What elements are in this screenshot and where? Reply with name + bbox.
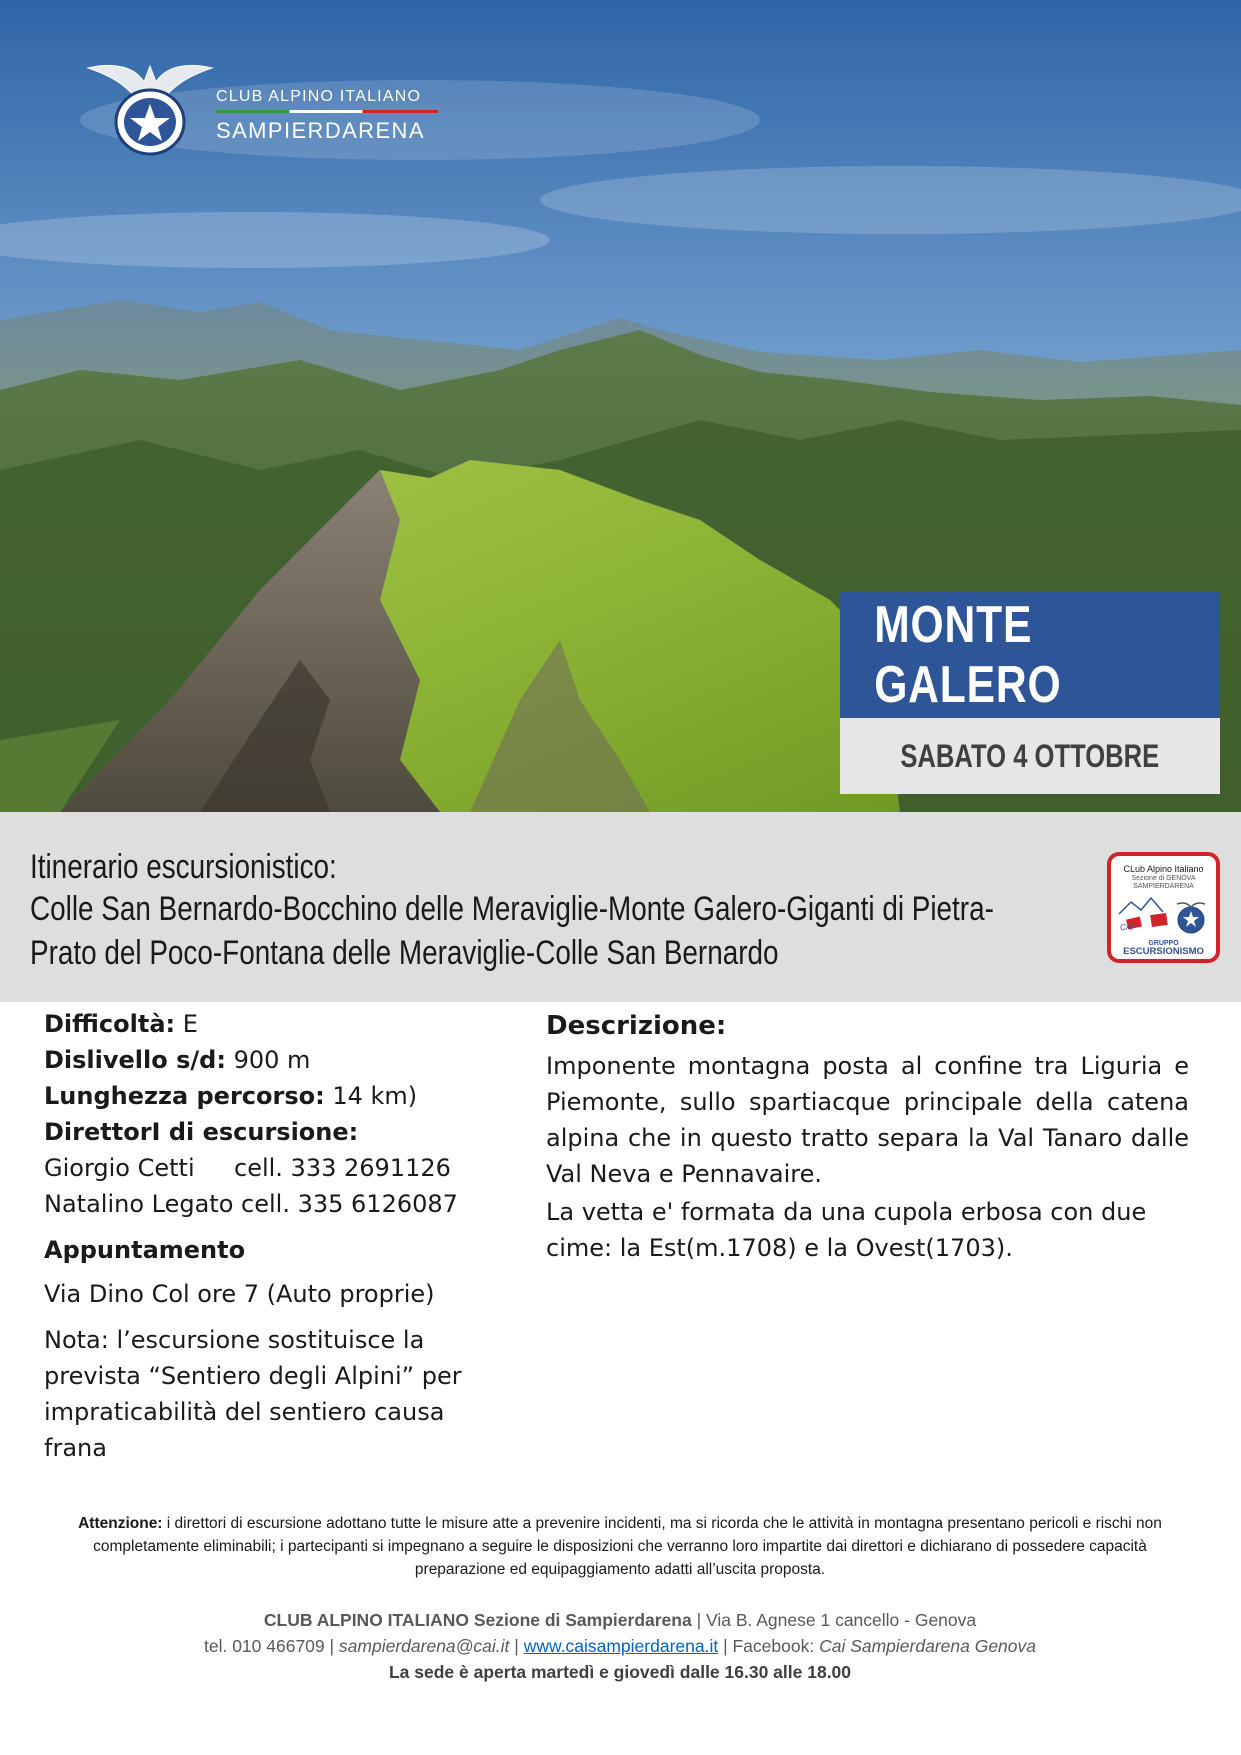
note-text: Nota: l’escursione sostituisce la prevista “Sentiero degli Alpini” per impraticabilità del sentiero causa frana — [44, 1326, 462, 1462]
footer-hours: La sede è aperta martedì e giovedì dalle 16.30 alle 18.00 — [388, 1662, 852, 1682]
footer-website-link[interactable]: www.caisampierdarena.it — [523, 1636, 719, 1656]
badge-sub-text — [1111, 875, 1216, 891]
footer-line-1 — [60, 1607, 1180, 1633]
director-name: Giorgio Cetti — [44, 1154, 195, 1182]
org-name: CLUB ALPINO ITALIANO — [216, 88, 422, 105]
length-label: Lunghezza percorso: — [44, 1082, 325, 1110]
difficulty-row — [44, 1006, 504, 1042]
attention-label: Attenzione: — [78, 1515, 163, 1532]
difficulty-label: Difficoltà: — [44, 1010, 176, 1038]
difficulty-value: E — [175, 1010, 198, 1038]
description-paragraph-1: Imponente montagna posta al confine tra Liguria e Piemonte, sullo spartiacque principale della catena alpina che in questo tratto separa la Val Tanaro dalle Val Neva e Pennavaire. — [546, 1052, 1189, 1188]
badge-bottom-1: GRUPPO — [1148, 940, 1179, 947]
meeting-value: Via Dino Col ore 7 (Auto proprie) — [44, 1280, 435, 1308]
badge-cai-text: CAI — [1120, 923, 1134, 932]
badge-sub-1: Sezione di GENOVA — [1131, 875, 1196, 882]
event-title: MONTE GALERO — [874, 596, 1062, 714]
route-line-2: Prato del Poco-Fontana delle Meraviglie-Colle San Bernardo — [30, 934, 779, 972]
director-phone: cell. 333 2691126 — [234, 1154, 451, 1182]
footer — [60, 1607, 1180, 1685]
footer-address: | Via B. Agnese 1 cancello - Genova — [691, 1610, 977, 1630]
director-name: Natalino Legato — [44, 1190, 234, 1218]
badge-sub-2: SAMPIERDARENA — [1133, 883, 1194, 890]
itinerary-label: Itinerario escursionistico: — [30, 848, 337, 886]
footer-email[interactable]: sampierdarena@cai.it — [338, 1636, 510, 1656]
cai-eagle-emblem-icon — [82, 52, 218, 162]
badge-top-text: CLub Alpino Italiano — [1123, 864, 1204, 874]
elevation-value: 900 m — [225, 1046, 311, 1074]
footer-line-2 — [60, 1633, 1180, 1659]
badge-bottom-2: ESCURSIONISMO — [1123, 946, 1204, 957]
directors-heading — [44, 1114, 504, 1150]
elevation-row — [44, 1042, 504, 1078]
length-row — [44, 1078, 504, 1114]
tricolor-rule — [216, 110, 438, 113]
directors-label: DirettorI di escursione: — [44, 1118, 359, 1146]
footer-org: CLUB ALPINO ITALIANO Sezione di Sampierdarena — [263, 1610, 692, 1630]
footer-sep: | — [509, 1636, 524, 1656]
director-phone: cell. 335 6126087 — [241, 1190, 458, 1218]
description-paragraph-2: La vetta e' formata da una cupola erbosa con due cime: la Est(m.1708) e la Ovest(1703). — [546, 1198, 1147, 1262]
section-name: SAMPIERDARENA — [216, 118, 425, 143]
description — [546, 1008, 1189, 1266]
meeting-label: Appuntamento — [44, 1236, 246, 1264]
attention-notice — [60, 1512, 1180, 1581]
elevation-label: Dislivello s/d: — [44, 1046, 226, 1074]
cai-sampierdarena-logo — [82, 52, 442, 162]
mountain-flag-icon — [1117, 892, 1213, 942]
event-details — [44, 1006, 504, 1466]
footer-facebook: Cai Sampierdarena Genova — [819, 1636, 1037, 1656]
event-date: SABATO 4 OTTOBRE — [900, 737, 1160, 774]
footer-facebook-label: | Facebook: — [718, 1636, 820, 1656]
event-title-box — [840, 592, 1220, 718]
meeting-heading — [44, 1232, 504, 1268]
attention-text: i direttori di escursione adottano tutte le misure atte a prevenire incidenti, ma si ricorda che le attività in montagna presentano pericoli e rischi non completamente eliminabili; i partecipanti si impegnano a seguire le disposizioni che verranno loro impartite dai direttori e dichiarano di possedere capacità preparazione ed equipaggiamento adatti all’uscita proposta. — [93, 1515, 1162, 1578]
event-date-box — [840, 718, 1220, 794]
length-value: 14 km) — [324, 1082, 418, 1110]
footer-phone: tel. 010 466709 | — [203, 1636, 339, 1656]
route-line-1: Colle San Bernardo-Bocchino delle Meraviglie-Monte Galero-Giganti di Pietra- — [30, 890, 994, 928]
itinerary-band — [0, 812, 1241, 1002]
director-row — [44, 1186, 504, 1222]
director-row — [44, 1150, 504, 1186]
description-heading: Descrizione: — [546, 1011, 727, 1041]
gruppo-escursionismo-badge — [1107, 852, 1220, 963]
